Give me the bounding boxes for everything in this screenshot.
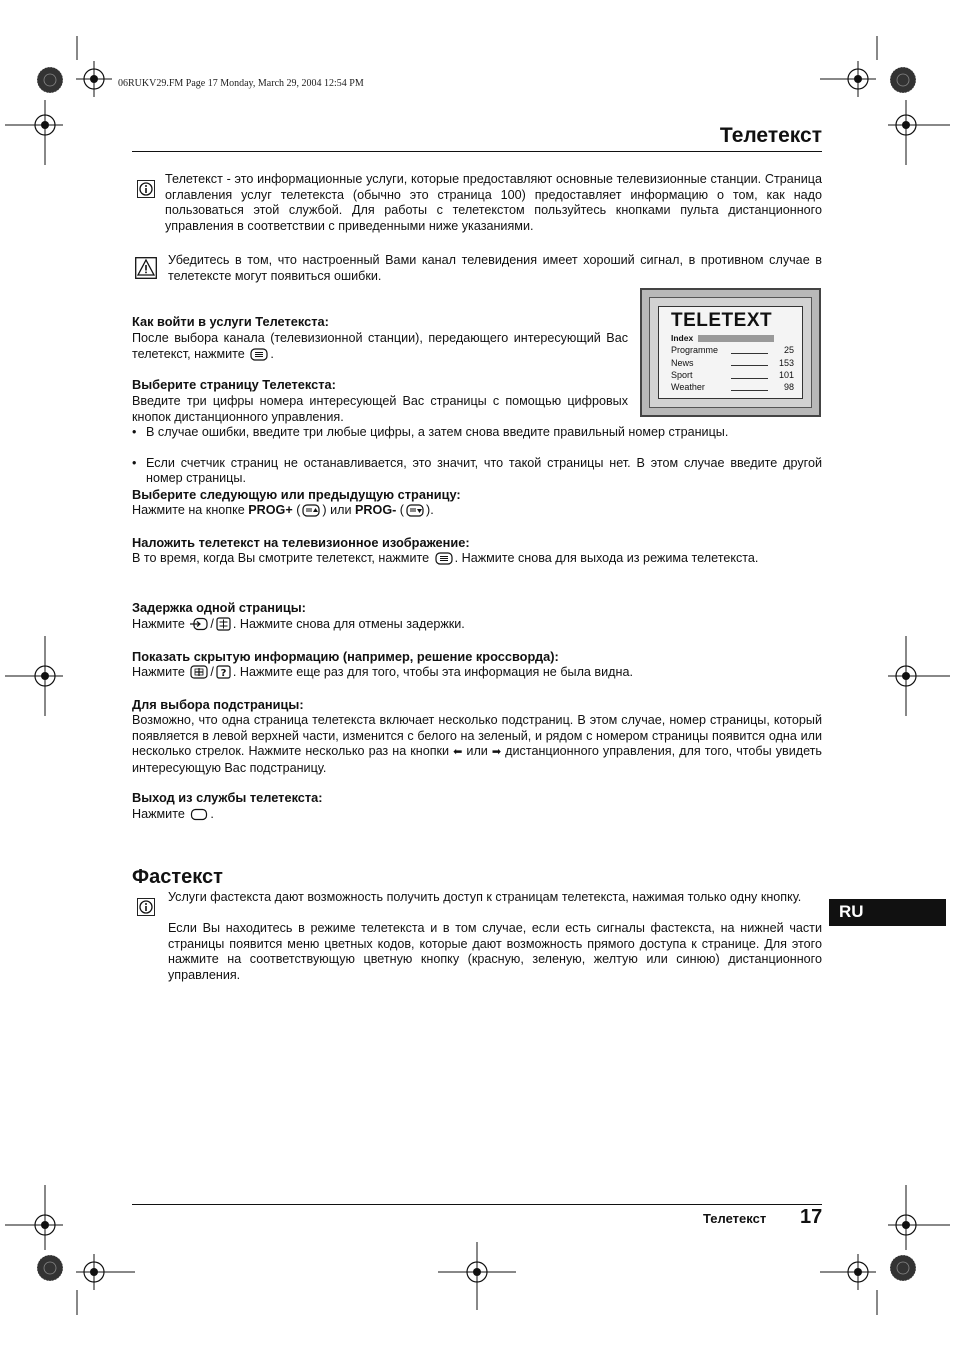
page-number: 17 [800, 1206, 823, 1228]
teletext-row: Sport 101 [671, 369, 794, 380]
page-title: Телетекст [719, 124, 822, 147]
hold-page-text: Нажмите / . Нажмите снова для отмены задержки. [132, 617, 822, 636]
question-icon [216, 665, 231, 684]
info-reveal-icon [190, 665, 208, 684]
prog-up-icon [302, 504, 320, 522]
svg-text:?: ? [220, 668, 227, 679]
fastext-para-2: Если Вы находитесь в режиме телетекста и в том случае, если есть сигналы фастекста, на нижней части страницы появится меню цветных кодов, которые дают возможность прямого доступа к странице. Для этого нажмите на соответствующую цветную кнопку (красную, зеленую, желтую или синюю) дистанционного управления. [168, 921, 822, 982]
overlay-text: В то время, когда Вы смотрите телетекст, нажмите . Нажмите снова для выхода из режима телетекста. [132, 551, 822, 570]
file-header: 06RUKV29.FM Page 17 Monday, March 29, 2004 12:54 PM [118, 78, 364, 89]
fastext-para-1: Услуги фастекста дают возможность получить доступ к страницам телетекста, нажимая только одну кнопку. [168, 890, 802, 904]
hold-icon [190, 617, 208, 636]
heading-hold-page: Задержка одной страницы: [132, 600, 306, 615]
heading-exit: Выход из службы телетекста: [132, 790, 323, 805]
teletext-index-label: Index [671, 333, 694, 343]
intro-info-text: Телетекст - это информационные услуги, которые предоставляют основные телевизионные станции. Страница оглавления услуг телетекста (обычно это страница 100) предоставляет информацию о том, как надо пользоваться этой службой. Для работы с телетекстом пользуйтесь кнопками пульта дистанционного управления в соответствии с приведенными ниже указаниями. [165, 172, 822, 233]
subpage-text: Возможно, что одна страница телетекста включает несколько подстраниц. В этом случае, номер страницы, который появляется в левой верхней части, изменится с белого на зеленый, и рядом с номером страницы появится одна или несколько стрелок. Нажмите несколько раз на кнопки ⬅ или ➡ дистанционного управления, для того, чтобы увидеть интересующую Вас подстраницу. [132, 713, 822, 775]
teletext-row: Weather 98 [671, 382, 794, 393]
hold-page-icon [216, 617, 231, 636]
heading-overlay: Наложить телетекст на телевизионное изображение: [132, 535, 470, 550]
enter-teletext-text: После выбора канала (телевизионной станции), передающего интересующий Вас телетекст, нажмите . [132, 331, 628, 365]
heading-next-prev-page: Выберите следующую или предыдущую страницу: [132, 487, 461, 502]
select-page-bullet-2: • Если счетчик страниц не останавливается, это значит, что такой страницы нет. В этом случае введите другой номер страницы. [132, 456, 822, 487]
heading-select-page: Выберите страницу Телетекста: [132, 377, 336, 392]
teletext-button-icon [250, 348, 268, 366]
reveal-text: Нажмите / ? . Нажмите еще раз для того, чтобы эта информация не была видна. [132, 665, 822, 684]
teletext-button-icon [435, 552, 453, 570]
teletext-screen-illustration [640, 288, 821, 417]
teletext-title: TELETEXT [671, 310, 773, 331]
select-page-text: Введите три цифры номера интересующей Вас страницы с помощью цифровых кнопок дистанционного управления. [132, 394, 628, 424]
heading-enter-teletext: Как войти в услуги Телетекста: [132, 314, 329, 329]
teletext-index-bar [698, 335, 774, 342]
intro-warning-text: Убедитесь в том, что настроенный Вами канал телевидения имеет хороший сигнал, в противном случае в телетексте могут появиться ошибки. [168, 253, 822, 283]
warning-icon [135, 257, 157, 279]
teletext-row: News 153 [671, 357, 794, 368]
prog-down-icon [406, 504, 424, 522]
select-page-bullet-1: • В случае ошибки, введите три любые цифры, а затем снова введите правильный номер страницы. [132, 425, 822, 441]
heading-reveal: Показать скрытую информацию (например, решение кроссворда): [132, 649, 559, 664]
info-icon [137, 180, 155, 198]
header-rule [132, 151, 822, 152]
language-tab: RU [829, 899, 946, 926]
next-prev-text: Нажмите на кнопке PROG+ ( ) или PROG- ( ). [132, 503, 822, 522]
footer-rule [132, 1204, 822, 1205]
fastext-title: Фастекст [132, 866, 223, 888]
info-icon [137, 898, 155, 916]
footer-section-label: Телетекст [703, 1211, 767, 1226]
arrow-left-icon: ⬅ [453, 746, 463, 759]
arrow-right-icon: ➡ [491, 746, 502, 759]
exit-text: Нажмите . [132, 807, 822, 826]
teletext-row: Programme 25 [671, 345, 794, 356]
heading-subpage: Для выбора подстраницы: [132, 697, 304, 712]
tv-button-icon [190, 808, 208, 826]
